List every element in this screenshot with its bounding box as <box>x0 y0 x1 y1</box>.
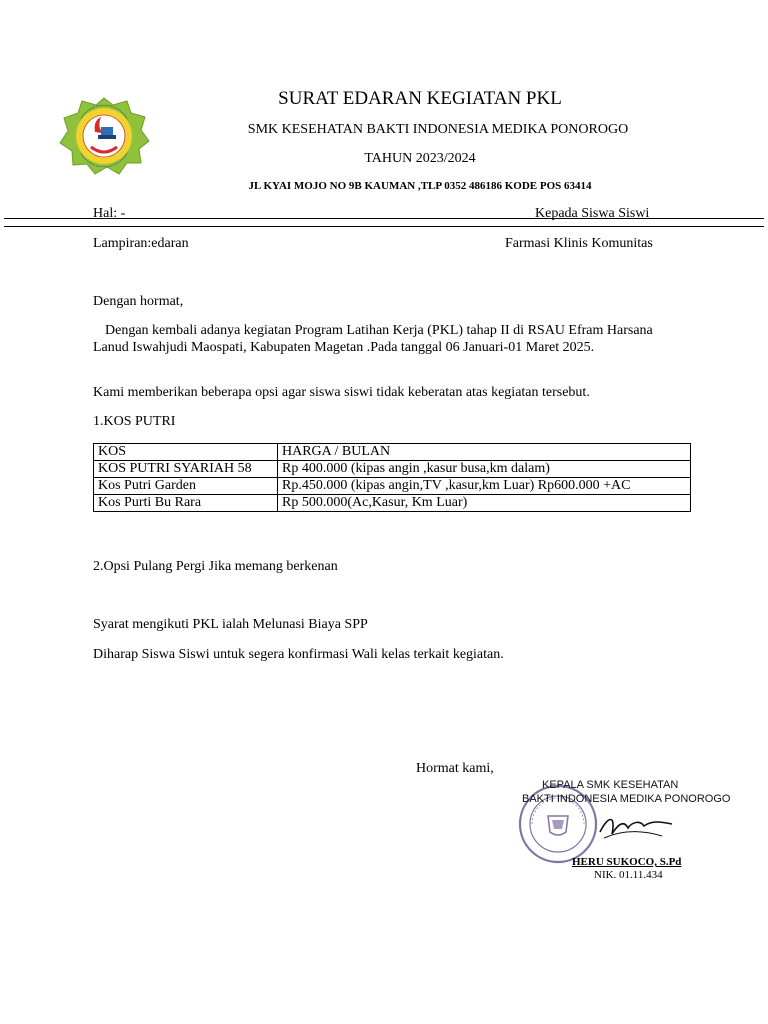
academic-year: TAHUN 2023/2024 <box>364 151 476 166</box>
signatory-name: HERU SUKOCO, S.Pd <box>572 856 682 868</box>
greeting: Dengan hormat, <box>93 294 184 309</box>
stamp-line-1: KEPALA SMK KESEHATAN <box>542 779 679 791</box>
stamp-line-2: BAKTI INDONESIA MEDIKA PONOROGO <box>522 793 731 805</box>
table-header-kos: KOS <box>94 444 278 461</box>
department: Farmasi Klinis Komunitas <box>505 236 653 251</box>
confirmation-text: Diharap Siswa Siswi untuk segera konfirmasi Wali kelas terkait kegiatan. <box>93 647 504 662</box>
table-cell: Kos Putri Garden <box>94 478 278 495</box>
document-title: SURAT EDARAN KEGIATAN PKL <box>278 88 562 109</box>
lampiran-field: Lampiran:edaran <box>93 236 189 251</box>
table-cell: Rp.450.000 (kipas angin,TV ,kasur,km Luar) Rp600.000 +AC <box>278 478 691 495</box>
header-rule-bottom <box>4 226 764 227</box>
table-header-row <box>94 444 691 461</box>
section-pulang-pergi: 2.Opsi Pulang Pergi Jika memang berkenan <box>93 559 338 574</box>
section-kos-putri: 1.KOS PUTRI <box>93 414 176 429</box>
recipient: Kepada Siswa Siswi <box>535 206 650 221</box>
hal-field: Hal: - <box>93 206 126 221</box>
table-header-harga: HARGA / BULAN <box>278 444 691 461</box>
closing-salutation: Hormat kami, <box>416 761 494 776</box>
school-name: SMK KESEHATAN BAKTI INDONESIA MEDIKA PONOROGO <box>247 122 629 137</box>
table-row <box>94 461 691 478</box>
table-cell: Rp 500.000(Ac,Kasur, Km Luar) <box>278 495 691 512</box>
table-row <box>94 478 691 495</box>
table-cell: KOS PUTRI SYARIAH 58 <box>94 461 278 478</box>
kos-table <box>93 443 691 512</box>
requirement-text: Syarat mengikuti PKL ialah Melunasi Biaya SPP <box>93 617 368 632</box>
paragraph-options: Kami memberikan beberapa opsi agar siswa siswi tidak keberatan atas kegiatan tersebut. <box>93 385 590 400</box>
table-cell: Rp 400.000 (kipas angin ,kasur busa,km dalam) <box>278 461 691 478</box>
table-cell: Kos Purti Bu Rara <box>94 495 278 512</box>
signature-stamp <box>512 776 748 881</box>
paragraph-intro: Dengan kembali adanya kegiatan Program Latihan Kerja (PKL) tahap II di RSAU Efram Harsana Lanud Iswahjudi Maospati, Kabupaten Magetan .Pada tanggal 06 Januari-01 Maret 2025. <box>93 323 653 355</box>
table-row <box>94 495 691 512</box>
school-address: JL KYAI MOJO NO 9B KAUMAN ,TLP 0352 486186 KODE POS 63414 <box>248 180 592 192</box>
signatory-nik: NIK. 01.11.434 <box>594 869 663 881</box>
